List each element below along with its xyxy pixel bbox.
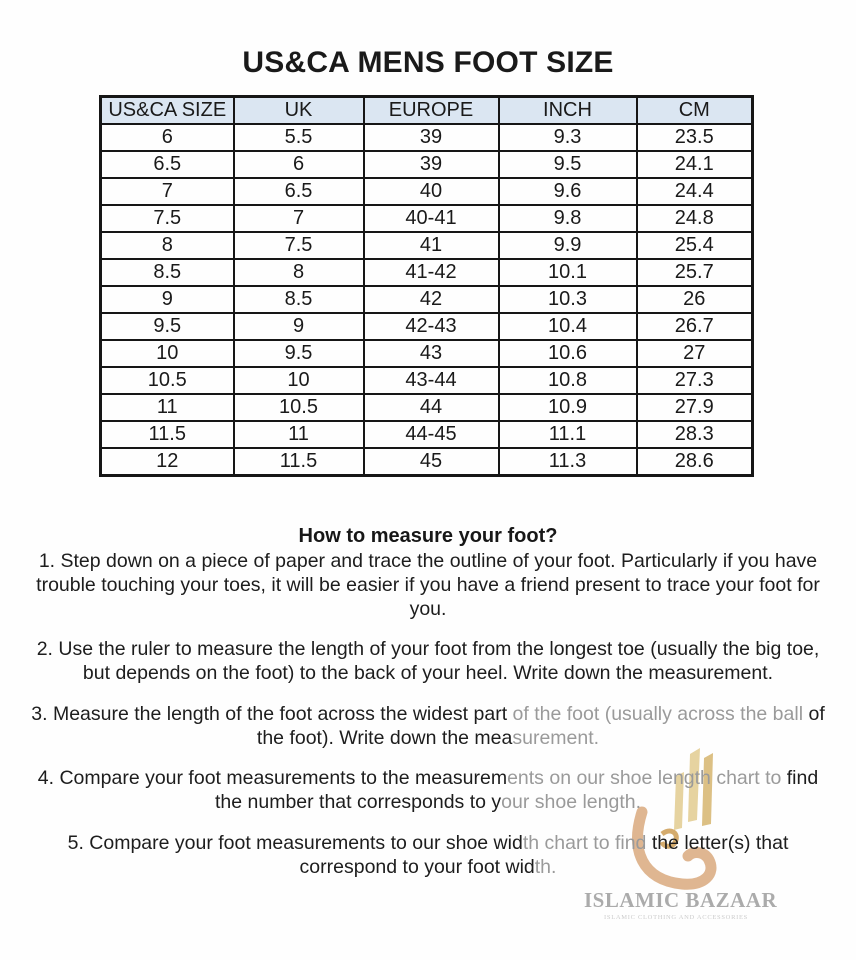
table-cell: 25.4 xyxy=(637,232,753,259)
table-row xyxy=(101,394,753,421)
table-cell: 26 xyxy=(637,286,753,313)
table-cell: 12 xyxy=(101,448,234,476)
table-row xyxy=(101,124,753,151)
instruction-item xyxy=(25,638,831,686)
brand-name: ISLAMIC BAZAAR xyxy=(584,888,778,912)
brand-tagline: ISLAMIC CLOTHING AND ACCESSORIES xyxy=(604,914,748,921)
table-cell: 39 xyxy=(364,124,499,151)
instruction-text-segment: find the number that corresponds to y xyxy=(214,767,819,814)
instruction-text-segment: th. xyxy=(534,855,557,878)
table-cell: 44-45 xyxy=(364,421,499,448)
table-cell: 9.5 xyxy=(234,340,364,367)
instruction-text-segment: 4. Compare your foot measurements to the measurem xyxy=(37,767,508,790)
table-header xyxy=(101,97,753,125)
table-cell: 7 xyxy=(101,178,234,205)
table-cell: 10.3 xyxy=(499,286,637,313)
table-cell: 7 xyxy=(234,205,364,232)
table-cell: 9.6 xyxy=(499,178,637,205)
instruction-item xyxy=(25,832,831,880)
instruction-text-segment: 2. Use the ruler to measure the length of your foot from the longest toe (usually the big toe, but depends on the foot) to the back of your heel. Write down the measurement. xyxy=(36,638,820,685)
table-cell: 42 xyxy=(364,286,499,313)
table-cell: 45 xyxy=(364,448,499,476)
table-cell: 10.1 xyxy=(499,259,637,286)
table-cell: 8 xyxy=(234,259,364,286)
table-cell: 10.9 xyxy=(499,394,637,421)
column-header: CM xyxy=(637,97,753,125)
instruction-item xyxy=(25,550,831,621)
instruction-text-segment: of the foot). Write down the mea xyxy=(256,702,825,749)
table-cell: 28.6 xyxy=(637,448,753,476)
table-cell: 8.5 xyxy=(234,286,364,313)
table-cell: 23.5 xyxy=(637,124,753,151)
table-cell: 11.1 xyxy=(499,421,637,448)
table-cell: 41 xyxy=(364,232,499,259)
table-cell: 11.5 xyxy=(101,421,234,448)
table-cell: 10 xyxy=(101,340,234,367)
table-cell: 11.3 xyxy=(499,448,637,476)
table-cell: 9.3 xyxy=(499,124,637,151)
instructions-heading: How to measure your foot? xyxy=(298,525,558,547)
table-cell: 9.5 xyxy=(499,151,637,178)
table-cell: 10.8 xyxy=(499,367,637,394)
table-cell: 8 xyxy=(101,232,234,259)
table-cell: 11 xyxy=(101,394,234,421)
table-row xyxy=(101,286,753,313)
table-cell: 10.5 xyxy=(101,367,234,394)
table-header-row xyxy=(101,97,753,125)
instruction-text-segment: of the foot (usually across the ball xyxy=(512,702,809,725)
table-cell: 6 xyxy=(101,124,234,151)
table-cell: 5.5 xyxy=(234,124,364,151)
table-row xyxy=(101,232,753,259)
table-cell: 7.5 xyxy=(101,205,234,232)
table-cell: 24.4 xyxy=(637,178,753,205)
table-cell: 10.6 xyxy=(499,340,637,367)
table-cell: 41-42 xyxy=(364,259,499,286)
instruction-text-segment: our shoe length. xyxy=(501,791,642,814)
column-header: UK xyxy=(234,97,364,125)
table-cell: 40-41 xyxy=(364,205,499,232)
instructions-section xyxy=(25,525,831,880)
table-cell: 6 xyxy=(234,151,364,178)
table-cell: 27 xyxy=(637,340,753,367)
brand-watermark xyxy=(584,888,778,921)
table-cell: 27.9 xyxy=(637,394,753,421)
table-cell: 24.8 xyxy=(637,205,753,232)
column-header: INCH xyxy=(499,97,637,125)
table-cell: 28.3 xyxy=(637,421,753,448)
table-row xyxy=(101,313,753,340)
table-row xyxy=(101,178,753,205)
table-row xyxy=(101,151,753,178)
table-row xyxy=(101,421,753,448)
table-cell: 24.1 xyxy=(637,151,753,178)
table-row xyxy=(101,448,753,476)
column-header: US&CA SIZE xyxy=(101,97,234,125)
table-cell: 42-43 xyxy=(364,313,499,340)
table-row xyxy=(101,259,753,286)
table-cell: 27.3 xyxy=(637,367,753,394)
instruction-text-segment: ents on our shoe length chart to xyxy=(507,767,787,790)
table-cell: 11 xyxy=(234,421,364,448)
table-cell: 9.8 xyxy=(499,205,637,232)
table-row xyxy=(101,367,753,394)
table-cell: 43-44 xyxy=(364,367,499,394)
table-cell: 44 xyxy=(364,394,499,421)
instruction-text-segment: 3. Measure the length of the foot across the widest part xyxy=(31,702,513,725)
table-cell: 10.5 xyxy=(234,394,364,421)
instruction-item xyxy=(25,767,831,815)
table-cell: 10.4 xyxy=(499,313,637,340)
column-header: EUROPE xyxy=(364,97,499,125)
table-cell: 8.5 xyxy=(101,259,234,286)
instruction-text-segment: the letter(s) that correspond to your foot wid xyxy=(299,832,789,878)
table-cell: 7.5 xyxy=(234,232,364,259)
instruction-text-segment: surement. xyxy=(512,726,600,749)
table-cell: 11.5 xyxy=(234,448,364,476)
table-cell: 6.5 xyxy=(234,178,364,205)
table-body xyxy=(101,124,753,476)
table-cell: 26.7 xyxy=(637,313,753,340)
table-cell: 9.9 xyxy=(499,232,637,259)
table-cell: 39 xyxy=(364,151,499,178)
table-cell: 9.5 xyxy=(101,313,234,340)
table-cell: 9 xyxy=(234,313,364,340)
table-row xyxy=(101,340,753,367)
table-cell: 6.5 xyxy=(101,151,234,178)
page-title: US&CA MENS FOOT SIZE xyxy=(242,46,614,79)
table-cell: 10 xyxy=(234,367,364,394)
instruction-text-segment: th chart to find xyxy=(522,832,652,855)
table-cell: 9 xyxy=(101,286,234,313)
instruction-text-segment: 5. Compare your foot measurements to our shoe wid xyxy=(67,832,523,855)
instruction-item xyxy=(25,703,831,751)
instruction-text-segment: 1. Step down on a piece of paper and trace the outline of your foot. Particularly if you have trouble touching your toes, it will be easier if you have a friend present to trace your foot for you. xyxy=(36,550,820,620)
instruction-list xyxy=(25,550,831,880)
table-cell: 25.7 xyxy=(637,259,753,286)
table-row xyxy=(101,205,753,232)
table-cell: 40 xyxy=(364,178,499,205)
table-cell: 43 xyxy=(364,340,499,367)
size-chart-table xyxy=(99,95,754,477)
